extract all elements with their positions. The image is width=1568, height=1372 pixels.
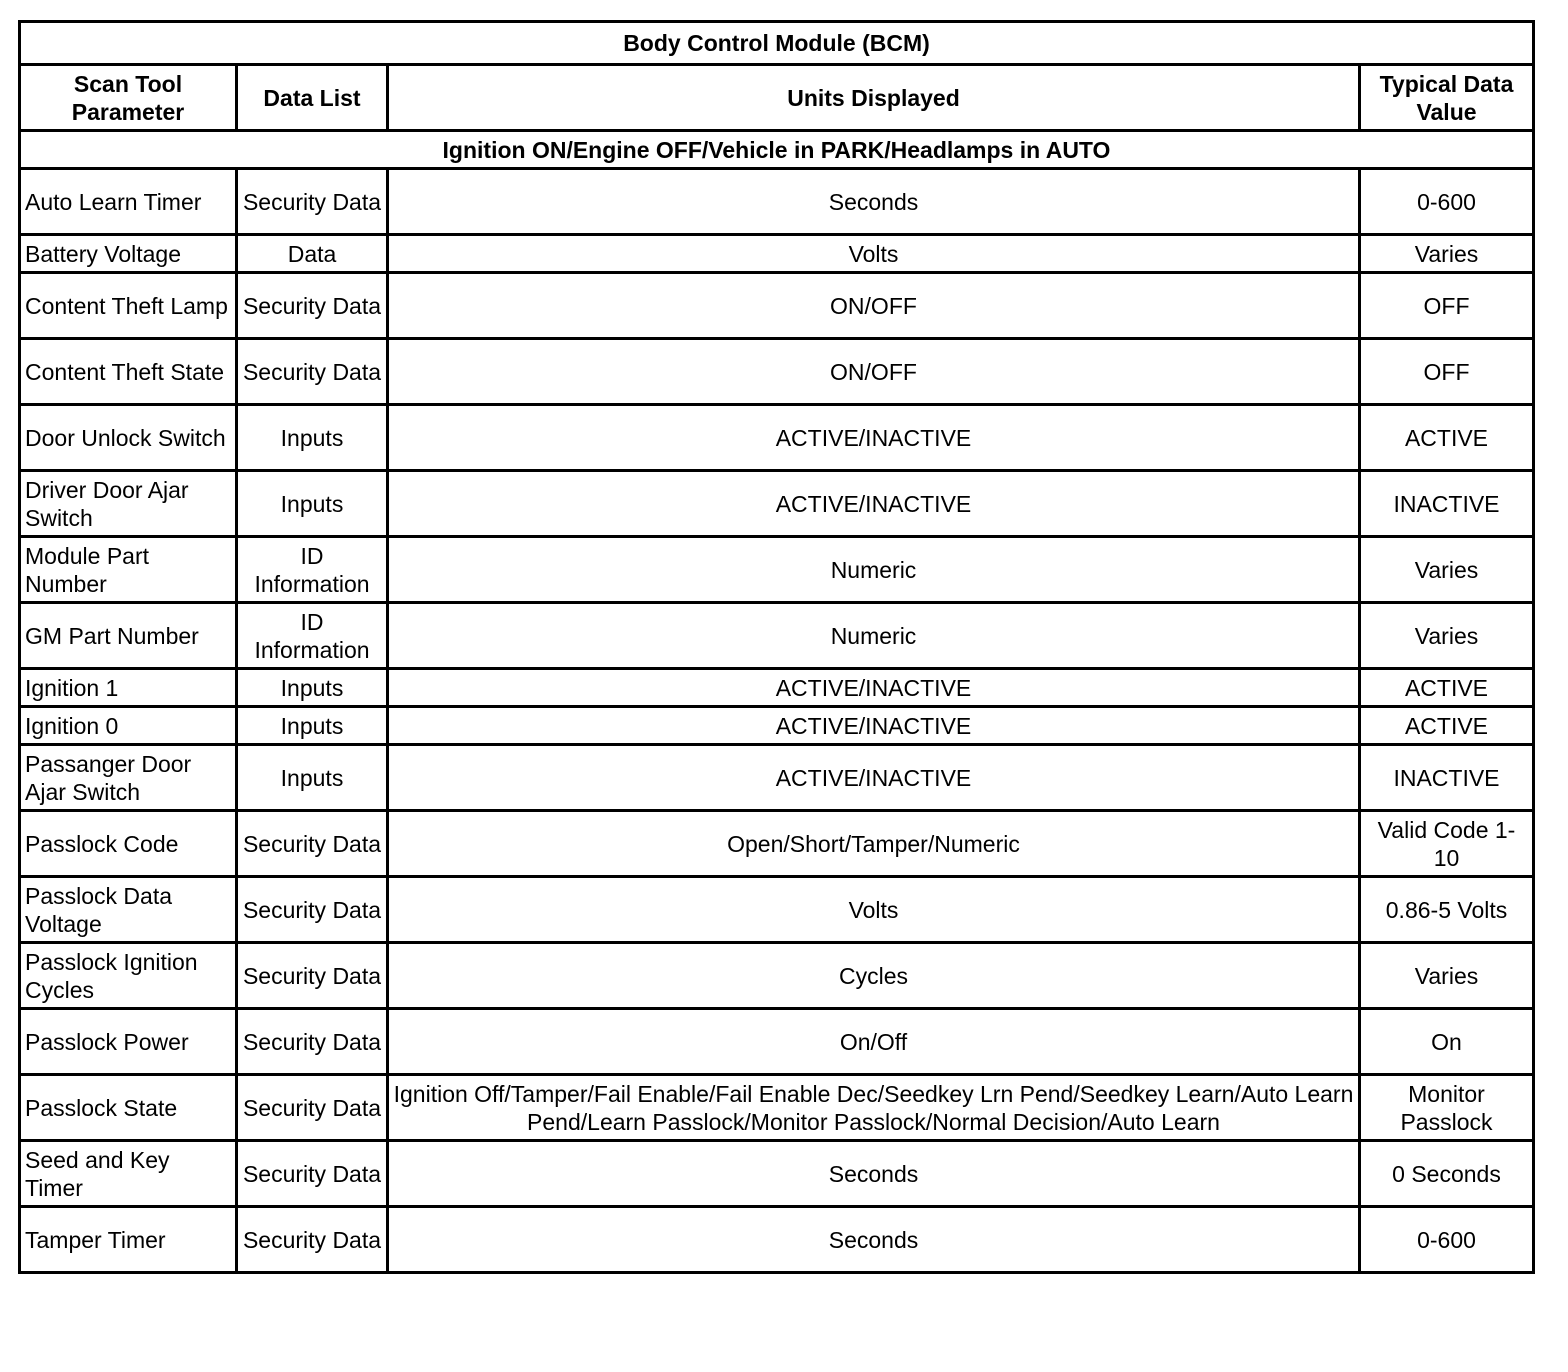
cell-typical-value: Varies: [1360, 235, 1534, 273]
cell-data-list: ID Information: [237, 537, 388, 603]
cell-typical-value: INACTIVE: [1360, 471, 1534, 537]
cell-units-displayed: ACTIVE/INACTIVE: [388, 745, 1360, 811]
cell-units-displayed: Numeric: [388, 537, 1360, 603]
table-row: [20, 339, 1534, 405]
cell-units-displayed: Cycles: [388, 943, 1360, 1009]
cell-typical-value: Valid Code 1-10: [1360, 811, 1534, 877]
cell-units-displayed: On/Off: [388, 1009, 1360, 1075]
cell-parameter: Passlock State: [20, 1075, 237, 1141]
table-title: Body Control Module (BCM): [20, 22, 1534, 65]
cell-typical-value: 0.86-5 Volts: [1360, 877, 1534, 943]
cell-units-displayed: Seconds: [388, 169, 1360, 235]
table-row: [20, 811, 1534, 877]
bcm-data-table: [18, 20, 1535, 1274]
table-row: [20, 1075, 1534, 1141]
table-row: [20, 1009, 1534, 1075]
cell-typical-value: Varies: [1360, 603, 1534, 669]
table-row: [20, 669, 1534, 707]
cell-data-list: Inputs: [237, 471, 388, 537]
cell-units-displayed: ACTIVE/INACTIVE: [388, 707, 1360, 745]
cell-typical-value: INACTIVE: [1360, 745, 1534, 811]
table-row: [20, 943, 1534, 1009]
header-units-displayed: Units Displayed: [388, 65, 1360, 131]
header-scan-tool-parameter: Scan Tool Parameter: [20, 65, 237, 131]
cell-parameter: Passanger Door Ajar Switch: [20, 745, 237, 811]
cell-data-list: Inputs: [237, 405, 388, 471]
cell-parameter: Seed and Key Timer: [20, 1141, 237, 1207]
cell-parameter: Door Unlock Switch: [20, 405, 237, 471]
header-typical-data-value: Typical Data Value: [1360, 65, 1534, 131]
table-row: [20, 537, 1534, 603]
cell-data-list: Data: [237, 235, 388, 273]
cell-units-displayed: Open/Short/Tamper/Numeric: [388, 811, 1360, 877]
cell-units-displayed: Seconds: [388, 1141, 1360, 1207]
cell-units-displayed: ACTIVE/INACTIVE: [388, 669, 1360, 707]
cell-parameter: Passlock Power: [20, 1009, 237, 1075]
cell-data-list: Security Data: [237, 273, 388, 339]
cell-typical-value: On: [1360, 1009, 1534, 1075]
cell-data-list: Security Data: [237, 1009, 388, 1075]
cell-data-list: Security Data: [237, 877, 388, 943]
table-row: [20, 745, 1534, 811]
cell-parameter: Driver Door Ajar Switch: [20, 471, 237, 537]
cell-data-list: Security Data: [237, 339, 388, 405]
cell-data-list: Inputs: [237, 707, 388, 745]
cell-units-displayed: Volts: [388, 235, 1360, 273]
cell-parameter: Ignition 1: [20, 669, 237, 707]
cell-typical-value: ACTIVE: [1360, 707, 1534, 745]
cell-parameter: Auto Learn Timer: [20, 169, 237, 235]
cell-data-list: ID Information: [237, 603, 388, 669]
cell-units-displayed: Volts: [388, 877, 1360, 943]
cell-parameter: Ignition 0: [20, 707, 237, 745]
condition-row: Ignition ON/Engine OFF/Vehicle in PARK/Headlamps in AUTO: [20, 131, 1534, 169]
cell-units-displayed: ON/OFF: [388, 273, 1360, 339]
cell-parameter: GM Part Number: [20, 603, 237, 669]
table-row: [20, 169, 1534, 235]
cell-units-displayed: ACTIVE/INACTIVE: [388, 471, 1360, 537]
table-row: [20, 603, 1534, 669]
cell-data-list: Security Data: [237, 1075, 388, 1141]
cell-typical-value: OFF: [1360, 273, 1534, 339]
table-row: [20, 1207, 1534, 1273]
table-row: [20, 471, 1534, 537]
cell-typical-value: 0-600: [1360, 169, 1534, 235]
cell-data-list: Inputs: [237, 745, 388, 811]
table-row: [20, 877, 1534, 943]
cell-units-displayed: ON/OFF: [388, 339, 1360, 405]
cell-parameter: Battery Voltage: [20, 235, 237, 273]
cell-data-list: Inputs: [237, 669, 388, 707]
cell-typical-value: Monitor Passlock: [1360, 1075, 1534, 1141]
cell-parameter: Content Theft Lamp: [20, 273, 237, 339]
cell-data-list: Security Data: [237, 1141, 388, 1207]
cell-data-list: Security Data: [237, 169, 388, 235]
cell-typical-value: Varies: [1360, 943, 1534, 1009]
cell-typical-value: Varies: [1360, 537, 1534, 603]
table-row: [20, 707, 1534, 745]
cell-typical-value: 0 Seconds: [1360, 1141, 1534, 1207]
cell-data-list: Security Data: [237, 811, 388, 877]
cell-units-displayed: Ignition Off/Tamper/Fail Enable/Fail Enable Dec/Seedkey Lrn Pend/Seedkey Learn/Auto Learn Pend/Learn Passlock/Monitor Passlock/Normal Decision/Auto Learn: [388, 1075, 1360, 1141]
cell-data-list: Security Data: [237, 1207, 388, 1273]
table-row: [20, 273, 1534, 339]
header-data-list: Data List: [237, 65, 388, 131]
cell-parameter: Passlock Ignition Cycles: [20, 943, 237, 1009]
cell-parameter: Tamper Timer: [20, 1207, 237, 1273]
cell-parameter: Passlock Data Voltage: [20, 877, 237, 943]
cell-parameter: Passlock Code: [20, 811, 237, 877]
cell-units-displayed: ACTIVE/INACTIVE: [388, 405, 1360, 471]
cell-parameter: Module Part Number: [20, 537, 237, 603]
cell-typical-value: 0-600: [1360, 1207, 1534, 1273]
cell-parameter: Content Theft State: [20, 339, 237, 405]
cell-typical-value: OFF: [1360, 339, 1534, 405]
cell-typical-value: ACTIVE: [1360, 669, 1534, 707]
cell-units-displayed: Numeric: [388, 603, 1360, 669]
table-row: [20, 405, 1534, 471]
cell-units-displayed: Seconds: [388, 1207, 1360, 1273]
cell-typical-value: ACTIVE: [1360, 405, 1534, 471]
table-row: [20, 1141, 1534, 1207]
table-row: [20, 235, 1534, 273]
cell-data-list: Security Data: [237, 943, 388, 1009]
